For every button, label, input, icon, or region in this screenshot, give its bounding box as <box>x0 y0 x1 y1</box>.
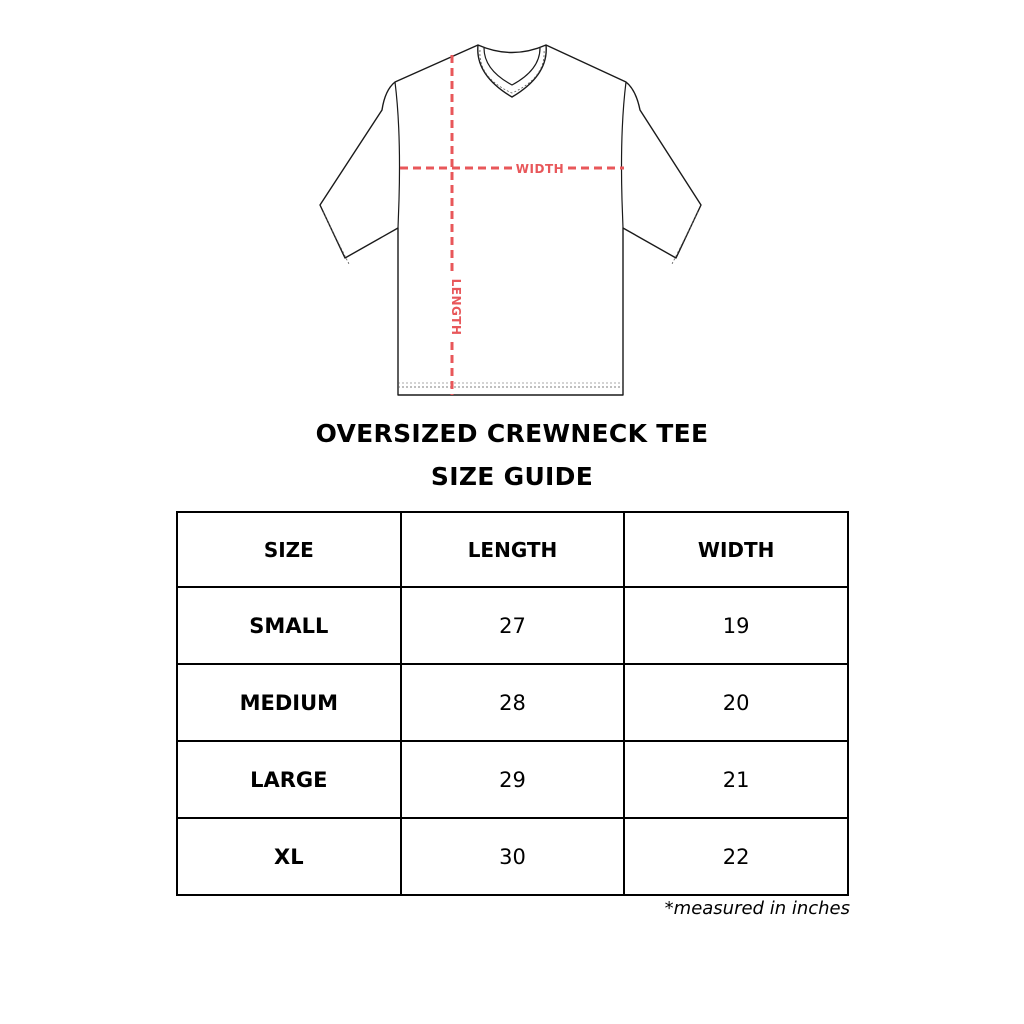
tshirt-illustration <box>0 0 1024 410</box>
length-cell: 29 <box>401 741 625 818</box>
measurement-footnote: *measured in inches <box>664 898 850 919</box>
width-cell: 21 <box>624 741 848 818</box>
product-title: OVERSIZED CREWNECK TEE <box>315 419 709 448</box>
size-cell: XL <box>177 818 401 895</box>
table-header-row <box>177 512 848 587</box>
table-row <box>177 587 848 664</box>
size-cell: MEDIUM <box>177 664 401 741</box>
header-length: LENGTH <box>401 512 625 587</box>
header-size: SIZE <box>177 512 401 587</box>
size-cell: SMALL <box>177 587 401 664</box>
length-measure-label: LENGTH <box>449 278 463 336</box>
tshirt-outline <box>320 45 701 395</box>
table-row <box>177 741 848 818</box>
table-row <box>177 664 848 741</box>
width-cell: 20 <box>624 664 848 741</box>
length-cell: 28 <box>401 664 625 741</box>
guide-title: SIZE GUIDE <box>430 462 594 491</box>
header-width: WIDTH <box>624 512 848 587</box>
table-row <box>177 818 848 895</box>
width-cell: 19 <box>624 587 848 664</box>
width-cell: 22 <box>624 818 848 895</box>
size-table <box>176 511 849 896</box>
tshirt-diagram <box>0 0 1024 410</box>
length-cell: 27 <box>401 587 625 664</box>
size-cell: LARGE <box>177 741 401 818</box>
length-cell: 30 <box>401 818 625 895</box>
width-measure-label: WIDTH <box>515 162 565 176</box>
